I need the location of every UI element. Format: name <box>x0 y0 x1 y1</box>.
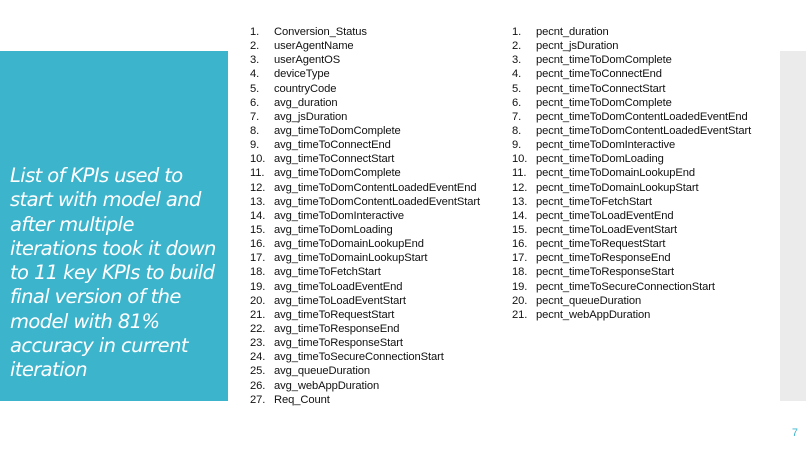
list-item-number: 14. <box>512 209 528 222</box>
list-item-label: avg_timeToConnectStart <box>274 153 395 166</box>
list-item-label: avg_timeToDomComplete <box>274 124 401 137</box>
list-item-label: avg_timeToDomainLookupStart <box>274 252 428 265</box>
sidebar-panel <box>0 51 228 401</box>
list-item-number: 16. <box>250 238 266 251</box>
list-item-label: avg_timeToLoadEventEnd <box>274 280 403 293</box>
list-item-label: avg_timeToDomInteractive <box>274 209 405 222</box>
list-item-label: pecnt_timeToDomContentLoadedEventEnd <box>536 110 748 123</box>
list-item-label: pecnt_timeToLoadEventStart <box>536 223 678 236</box>
list-item-label: userAgentOS <box>274 54 341 67</box>
list-item-number: 25. <box>250 365 266 378</box>
list-item-label: pecnt_timeToRequestStart <box>536 238 666 251</box>
list-item-number: 23. <box>250 337 266 350</box>
list-item-label: avg_webAppDuration <box>274 379 380 392</box>
list-item-number: 4. <box>512 68 522 81</box>
list-item-number: 17. <box>512 252 528 265</box>
list-item-label: avg_timeToResponseStart <box>274 337 403 350</box>
list-item-number: 19. <box>512 280 528 293</box>
list-item-label: pecnt_timeToLoadEventEnd <box>536 209 674 222</box>
list-item-label: pecnt_duration <box>536 26 609 38</box>
list-item-number: 6. <box>512 96 522 109</box>
list-item-label: pecnt_queueDuration <box>536 294 642 307</box>
list-item-label: avg_timeToSecureConnectionStart <box>274 351 444 364</box>
list-item-number: 20. <box>250 294 266 307</box>
list-item-label: pecnt_timeToSecureConnectionStart <box>536 280 715 293</box>
list-item-number: 1. <box>250 26 260 38</box>
list-item-number: 12. <box>250 181 266 194</box>
list-item-label: avg_timeToDomainLookupEnd <box>274 238 424 251</box>
list-item-label: userAgentName <box>274 40 354 53</box>
list-item-label: avg_timeToResponseEnd <box>274 322 400 335</box>
list-item-label: deviceType <box>274 68 330 81</box>
list-item-number: 9. <box>250 139 260 152</box>
list-item-label: pecnt_timeToDomLoading <box>536 153 664 166</box>
list-item-label: countryCode <box>274 82 337 95</box>
list-item-label: pecnt_timeToFetchStart <box>536 195 652 208</box>
list-item-label: pecnt_webAppDuration <box>536 308 651 321</box>
list-item-number: 9. <box>512 139 522 152</box>
list-item-number: 10. <box>512 153 528 166</box>
list-item-number: 6. <box>250 96 260 109</box>
list-item-label: avg_timeToDomComplete <box>274 167 401 180</box>
list-item-number: 24. <box>250 351 266 364</box>
list-item-number: 4. <box>250 68 260 81</box>
list-item-number: 2. <box>512 40 522 53</box>
list-item-number: 27. <box>250 393 266 406</box>
list-item-number: 17. <box>250 252 266 265</box>
list-item-number: 26. <box>250 379 266 392</box>
list-item-label: pecnt_timeToDomainLookupEnd <box>536 167 695 180</box>
list-item-label: pecnt_timeToDomInteractive <box>536 139 676 152</box>
list-item-number: 8. <box>512 124 522 137</box>
list-item-number: 10. <box>250 153 266 166</box>
list-item-label: avg_timeToLoadEventStart <box>274 294 406 307</box>
list-item-number: 3. <box>512 54 522 67</box>
page-number: 7 <box>791 427 798 439</box>
list-item-label: avg_timeToConnectEnd <box>274 139 391 152</box>
list-item-number: 5. <box>512 82 522 95</box>
list-item-label: avg_queueDuration <box>274 365 370 378</box>
list-item-number: 11. <box>250 167 265 180</box>
list-item-number: 8. <box>250 124 260 137</box>
list-item-number: 13. <box>512 195 528 208</box>
list-item-number: 3. <box>250 54 260 67</box>
list-item-number: 18. <box>512 266 528 279</box>
list-item-number: 5. <box>250 82 260 95</box>
list-item-number: 1. <box>512 26 522 38</box>
list-item-number: 21. <box>250 308 266 321</box>
slide-description: List of KPIs used to start with model and after multiple iterations took it down to 11 key KPIs to build final version of the model with 81% accuracy in current iteration <box>10 164 216 382</box>
list-item-label: avg_timeToDomContentLoadedEventStart <box>274 195 480 208</box>
list-item-number: 12. <box>512 181 528 194</box>
list-item-label: avg_timeToRequestStart <box>274 308 395 321</box>
list-item-number: 11. <box>512 167 527 180</box>
list-item-label: pecnt_timeToResponseStart <box>536 266 675 279</box>
list-item-number: 15. <box>250 223 266 236</box>
list-item-label: pecnt_jsDuration <box>536 40 619 53</box>
list-item-label: avg_timeToDomContentLoadedEventEnd <box>274 181 477 194</box>
list-item-number: 18. <box>250 266 266 279</box>
list-item-label: pecnt_timeToDomComplete <box>536 96 672 109</box>
list-item-label: avg_timeToDomLoading <box>274 223 393 236</box>
list-item-number: 14. <box>250 209 266 222</box>
list-item-label: avg_jsDuration <box>274 110 348 123</box>
list-item-label: pecnt_timeToDomainLookupStart <box>536 181 699 194</box>
list-item-number: 7. <box>250 110 260 123</box>
list-item-label: pecnt_timeToDomComplete <box>536 54 672 67</box>
list-item-number: 15. <box>512 223 528 236</box>
decorative-side-bar <box>780 51 806 401</box>
list-item-number: 16. <box>512 238 528 251</box>
list-item-number: 20. <box>512 294 528 307</box>
list-item-label: pecnt_timeToResponseEnd <box>536 252 671 265</box>
list-item-number: 13. <box>250 195 266 208</box>
list-item-label: Conversion_Status <box>274 26 367 38</box>
list-item-number: 21. <box>512 308 528 321</box>
list-item-number: 7. <box>512 110 522 123</box>
list-item-number: 22. <box>250 322 266 335</box>
list-item-number: 2. <box>250 40 260 53</box>
list-item-label: avg_duration <box>274 96 338 109</box>
list-item-label: Req_Count <box>274 393 330 406</box>
list-item-label: avg_timeToFetchStart <box>274 266 381 279</box>
list-item-label: pecnt_timeToDomContentLoadedEventStart <box>536 124 752 137</box>
list-item-number: 19. <box>250 280 266 293</box>
list-item-label: pecnt_timeToConnectStart <box>536 82 666 95</box>
list-item-label: pecnt_timeToConnectEnd <box>536 68 662 81</box>
